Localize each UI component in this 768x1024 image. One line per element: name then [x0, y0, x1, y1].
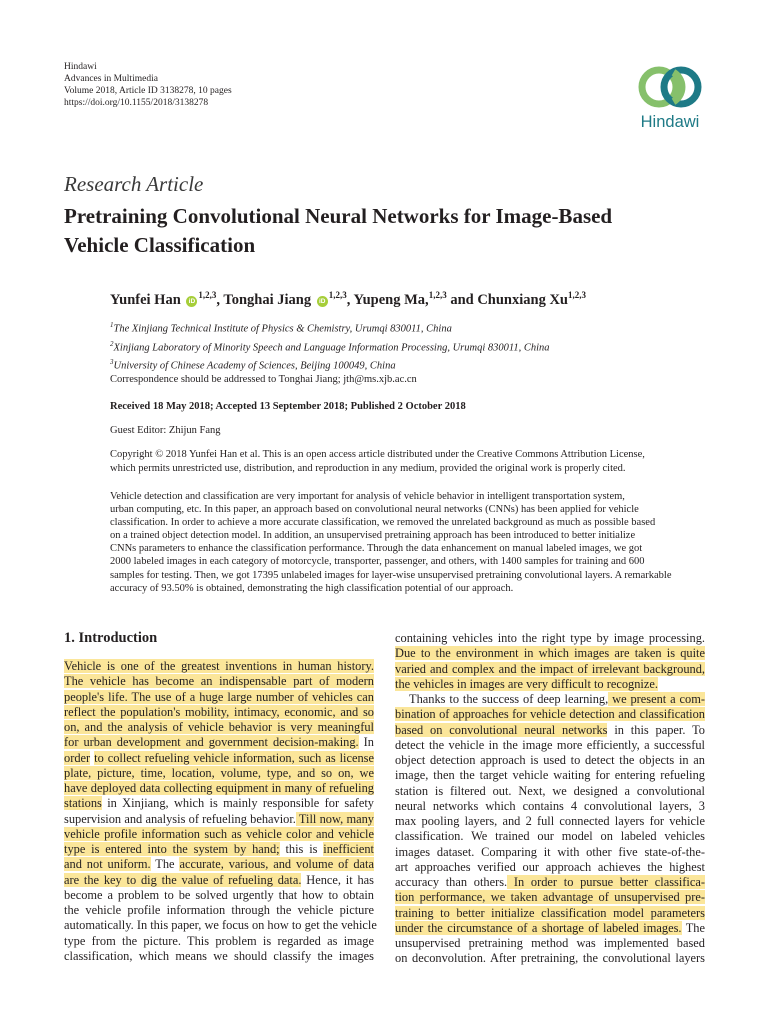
correspondence: Correspondence should be addressed to Tonghai Jiang; jth@ms.xjb.ac.cn [110, 374, 417, 385]
body-text: in Xinjiang, which is mainly responsible for safety [101, 796, 374, 811]
abstract-line: samples for testing. Then, we got 17395 unlabeled images for layer-wise unsupervised pretraining convolutional layers. A remarkable [110, 569, 672, 581]
body-text-line [64, 949, 374, 964]
body-text: become a problem to be solved urgently that how to obtain [64, 887, 374, 902]
body-text: detect the vehicle in the image more efficiently, a successful [395, 737, 705, 752]
body-text-line [64, 690, 374, 705]
body-text-line [64, 827, 374, 842]
body-text-line [395, 646, 705, 661]
abstract-line: CNNs parameters to enhance the classification performance. Through the data enhancement on manual labeled images, we got [110, 543, 643, 555]
body-text-line [64, 934, 374, 949]
highlighted-text: on, and the analysis of vehicle behavior is very meaningful [64, 720, 374, 734]
abstract-line: on a trained object detection model. In addition, an unsupervised pretraining approach has been introduced to better initialize [110, 530, 636, 542]
highlighted-text: are the key to dig the value of refueling data. [64, 872, 302, 887]
body-text: this is [279, 842, 324, 856]
body-text: images dataset. Comparing it with other five state-of-the- [395, 844, 705, 859]
body-text: object detection approach is used to detect the objects in an [395, 753, 705, 767]
body-text: type from the picture. This problem is regarded as image [64, 933, 374, 948]
body-text: in this paper. To [607, 722, 705, 737]
body-text-line [64, 735, 374, 750]
body-text: automatically. In this paper, we focus on how to get the vehicle [64, 918, 377, 933]
body-text-line [395, 936, 705, 951]
body-text: In [358, 735, 375, 750]
abstract-line: urban computing, etc. In this paper, an approach based on convolutional neural networks (CNNs) has been applied for vehicle [110, 504, 639, 516]
body-column-left [64, 659, 377, 964]
author-affiliation-marker: 1,2,3 [428, 290, 447, 300]
body-text: Thanks to the success of deep learning, [409, 692, 609, 706]
body-text-line [395, 723, 705, 738]
affiliation: $^2$Xinjiang Laboratory of Minority Speech and Language Information Processing, Urumqi 830011, China [110, 339, 550, 353]
body-text: the vehicle profile information through the vehicle picture [64, 903, 374, 917]
highlighted-text: inefficient [323, 842, 374, 856]
highlighted-text: based on convolutional neural networks [395, 722, 608, 737]
body-text-line [64, 842, 374, 857]
body-text-line [395, 768, 705, 783]
highlighted-text: stations [64, 796, 102, 811]
body-text-line [395, 890, 705, 905]
author-name[interactable]: Yupeng Ma, [353, 291, 429, 308]
highlighted-text: Vehicle is one of the greatest inventions in human history. [64, 659, 374, 673]
highlighted-text: vehicle profile information such as vehicle color and vehicle [64, 826, 374, 841]
body-text-line [395, 631, 705, 646]
abstract [110, 490, 706, 595]
body-text: The [150, 857, 180, 872]
body-text-line [395, 829, 705, 844]
highlighted-text: training to better initialize classification model parameters [395, 905, 705, 920]
body-text: art approaches verified our approach achieves the highest [395, 859, 705, 874]
guest-editor: Guest Editor: Zhijun Fang [110, 425, 221, 436]
body-text-line [64, 720, 374, 735]
body-text-line [395, 784, 705, 799]
body-text-line [64, 659, 374, 674]
body-text-line [395, 677, 705, 692]
hindawi-logo[interactable] [630, 63, 710, 133]
author-name[interactable]: Tonghai Jiang [223, 291, 312, 308]
highlighted-text: plate, picture, time, location, volume, type, and so on, we [64, 765, 374, 780]
copyright-line: which permits unrestricted use, distribution, and reproduction in any medium, provided the original work is properly cited. [110, 463, 626, 474]
highlighted-text: people's life. The use of a huge large number of vehicles can [64, 689, 374, 704]
orcid-icon[interactable]: iD [186, 296, 197, 307]
body-text: accuracy than others. [395, 875, 508, 889]
body-text-line [64, 903, 374, 918]
body-text-line [395, 753, 705, 768]
hindawi-rings-icon [637, 63, 703, 111]
abstract-line: 2000 labeled images in each category of motorcycle, transporter, passenger, and others, with 1400 samples for training and 600 [110, 556, 645, 568]
body-text-line [64, 674, 374, 689]
body-text: image, then the target vehicle waiting for entering refueling [395, 768, 705, 783]
body-text-line [395, 921, 705, 936]
body-text: on deconvolution. After pretraining, the convolutional layers [395, 951, 705, 966]
body-text-line [395, 707, 705, 722]
orcid-icon[interactable]: iD [317, 296, 328, 307]
body-text-line [64, 705, 374, 720]
body-text-line [64, 857, 374, 872]
body-text: neural networks which contains 4 convolutional layers, 3 [395, 798, 705, 813]
highlighted-text: the vehicles in images are very difficult to recognize. [395, 676, 658, 691]
highlighted-text: for urban development and government decision-making. [64, 735, 359, 750]
body-text-line [395, 692, 705, 707]
body-text-line [64, 812, 374, 827]
highlighted-text: reflect the population's mobility, intimacy, economic, and so [64, 704, 374, 719]
body-text: containing vehicles into the right type by image processing. [395, 631, 705, 645]
body-text: supervision and analysis of refueling behavior. [64, 811, 296, 826]
body-text-line [64, 888, 374, 903]
body-text: Hence, it has [301, 872, 374, 887]
highlighted-text: In order to pursue better classifica- [507, 875, 705, 889]
highlighted-text: Due to the environment in which images are taken is quite [395, 646, 705, 661]
author-list: Yunfei Han iD$^{1,2,3}$, Tonghai Jiang iD$^{1,2,3}$, Yupeng Ma,$^{1,2,3}$ and Chunxiang Xu$^{1,2,3}$ [110, 290, 586, 308]
affiliation: $^3$University of Chinese Academy of Sciences, Beijing 100049, China [110, 358, 396, 372]
highlighted-text: Till now, many [295, 811, 374, 826]
publication-dates: Received 18 May 2018; Accepted 13 September 2018; Published 2 October 2018 [110, 401, 466, 412]
body-text: station is filtered out. Next, we designed a convolutional [395, 783, 705, 798]
highlighted-text: order [64, 750, 91, 765]
highlighted-text: accurate, various, and volume of data [179, 857, 374, 872]
body-text-line [395, 860, 705, 875]
body-text: The [681, 920, 706, 935]
body-text-line [64, 796, 374, 811]
author-affiliation-marker: 1,2,3 [328, 290, 347, 300]
highlighted-text: The vehicle has become an indispensable part of modern [64, 674, 374, 689]
section-heading: 1. Introduction [64, 630, 158, 646]
highlighted-text: tion performance, we taken advantage of unsupervised pre- [395, 890, 705, 905]
body-text-line [395, 799, 705, 814]
highlighted-text: we present a com- [608, 692, 706, 706]
body-text-line [395, 738, 705, 753]
highlighted-text: to collect refueling vehicle information, such as license [94, 750, 374, 765]
body-column-right [395, 631, 705, 967]
body-text-line [395, 951, 705, 966]
body-text-line [64, 918, 377, 933]
copyright-notice [110, 448, 706, 476]
highlighted-text: under the circumstance of a shortage of labeled images. [395, 920, 682, 935]
journal-name: Advances in Multimedia [64, 74, 158, 84]
journal-info [64, 61, 232, 109]
body-text: unsupervised pretraining method was implemented based [395, 936, 705, 950]
body-text-line [395, 906, 705, 921]
title-line: Vehicle Classification [64, 233, 256, 257]
abstract-line: Vehicle detection and classification are very important for analysis of vehicle behavior in intelligent transportation system, [110, 491, 625, 502]
highlighted-text: bination of approaches for vehicle detection and classification [395, 707, 705, 722]
doi-link[interactable]: https://doi.org/10.1155/2018/3138278 [64, 98, 209, 108]
body-text: max pooling layers, and 2 full connected layers for vehicle [395, 814, 705, 828]
highlighted-text: and not uniform. [64, 857, 151, 872]
body-text: classification. We trained our model on labeled vehicles [395, 829, 705, 844]
abstract-line: classification. In order to achieve a more accurate classification, we removed the unrelated background as much as possible based [110, 517, 656, 529]
body-text-line [64, 751, 374, 766]
body-text-line [64, 766, 374, 781]
affiliation-list [110, 318, 550, 374]
article-type: Research Article [64, 172, 204, 196]
body-text-line [395, 845, 705, 860]
title-line: Pretraining Convolutional Neural Networks for Image-Based [64, 204, 613, 228]
highlighted-text: varied and complex and the impact of irrelevant background, [395, 661, 705, 676]
publisher-name: Hindawi [64, 62, 97, 72]
affiliation: $^1$The Xinjiang Technical Institute of Physics & Chemistry, Urumqi 830011, China [110, 321, 452, 335]
body-text-line [395, 662, 705, 677]
volume-info: Volume 2018, Article ID 3138278, 10 pages [64, 86, 232, 96]
author-name[interactable]: Yunfei Han [110, 291, 181, 308]
body-text-line [395, 875, 705, 890]
author-affiliation-marker: 1,2,3 [567, 290, 586, 300]
paper-title [64, 202, 724, 260]
highlighted-text: type is entered into the system by hand; [64, 842, 280, 856]
body-text: classification, which means we should classify the images [64, 948, 374, 963]
author-affiliation-marker: 1,2,3 [198, 290, 217, 300]
abstract-line: accuracy of 93.50% is obtained, demonstrating the high classification potential of our approach. [110, 582, 514, 594]
body-text-line [395, 814, 705, 829]
copyright-line: Copyright © 2018 Yunfei Han et al. This is an open access article distributed under the Creative Commons Attribution License, [110, 449, 645, 460]
body-text-line [64, 781, 374, 796]
logo-text: Hindawi [640, 113, 700, 131]
author-name[interactable]: and Chunxiang Xu [450, 291, 568, 308]
highlighted-text: have deployed data collecting equipment in many of refueling [64, 781, 374, 795]
body-text-line [64, 873, 374, 888]
